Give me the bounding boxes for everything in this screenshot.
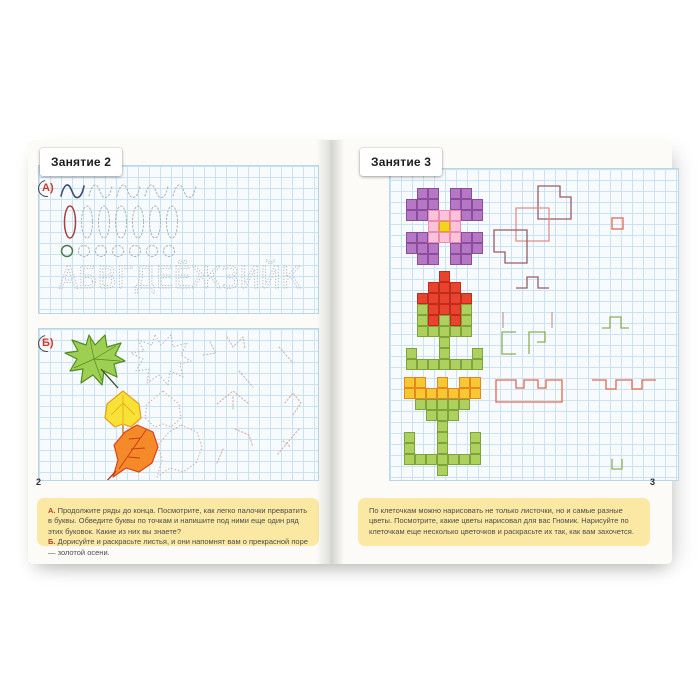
pixel-cell xyxy=(459,388,470,399)
pixel-cell xyxy=(450,199,461,210)
wave-stroke-row xyxy=(61,185,196,198)
rowan-leaf-start-icon xyxy=(277,429,299,455)
pixel-cell xyxy=(417,293,428,304)
green-bracket-template xyxy=(502,332,516,354)
pixel-cell xyxy=(461,188,472,199)
pixel-cell xyxy=(459,377,470,388)
pixel-cell xyxy=(437,421,448,432)
pixel-cell xyxy=(439,326,450,337)
pixel-cell xyxy=(428,210,439,221)
pixel-cell xyxy=(415,377,426,388)
maple-leaf-start-icon xyxy=(279,347,293,363)
instruction-flowers-text: По клеточкам можно нарисовать не только листочки, но и самые разные цветы. Посмотрите, какие цветы нарисовал для вас Гномик. Нарисуйте по клеточкам еще несколько цветочков и раскрасьте их так, как вам захочется. xyxy=(369,506,634,536)
pixel-cell xyxy=(437,454,448,465)
pixel-cell xyxy=(450,282,461,293)
linden-leaf-partial-icon xyxy=(217,391,249,411)
instruction-b xyxy=(48,537,308,558)
linden-leaf-start-icon xyxy=(285,393,301,415)
pixel-cell xyxy=(404,454,415,465)
pixel-cell xyxy=(428,282,439,293)
pixel-cell xyxy=(428,254,439,265)
task-b-marker: Б) xyxy=(42,337,54,349)
pixel-cell xyxy=(439,304,450,315)
pixel-cell xyxy=(470,454,481,465)
oval-stroke-row xyxy=(65,206,178,238)
linden-leaf-outline-icon xyxy=(145,391,181,427)
pixel-cell xyxy=(428,221,439,232)
pixel-cell xyxy=(450,326,461,337)
pixel-cell xyxy=(461,243,472,254)
pixel-cell xyxy=(450,188,461,199)
pixel-cell xyxy=(472,348,483,359)
pixel-cell xyxy=(472,243,483,254)
pixel-cell xyxy=(428,243,439,254)
pixel-cell xyxy=(448,399,459,410)
pixel-cell xyxy=(439,293,450,304)
pixel-cell xyxy=(461,326,472,337)
pixel-cell xyxy=(437,377,448,388)
pixel-cell xyxy=(426,410,437,421)
pixel-cell xyxy=(406,348,417,359)
pixel-cell xyxy=(406,359,417,370)
pixel-cell xyxy=(404,377,415,388)
pixel-cell xyxy=(428,199,439,210)
green-u-template xyxy=(612,459,622,469)
dotted-letters-row: АБВГДЕЁЖЗИЙК xyxy=(59,261,318,296)
instructions-left xyxy=(37,498,319,557)
pixel-cell xyxy=(417,232,428,243)
instruction-b-text: Дорисуйте и раскрасьте листья, и они напомнят вам о прекрасной поре — золотой осени. xyxy=(48,537,308,557)
pixel-cell xyxy=(461,315,472,326)
page-number-left: 2 xyxy=(36,477,42,487)
lesson-3-title: Занятие 3 xyxy=(371,155,432,169)
instruction-b-prefix: Б. xyxy=(48,537,56,547)
green-bracket-template xyxy=(529,332,545,354)
single-cell-square-template xyxy=(612,218,623,229)
pixel-cell xyxy=(406,199,417,210)
crown-outline-partial-template xyxy=(592,380,656,389)
pixel-cell xyxy=(426,454,437,465)
pixel-cell xyxy=(470,432,481,443)
pixel-cell xyxy=(450,232,461,243)
pixel-cell xyxy=(450,243,461,254)
pixel-cell xyxy=(439,271,450,282)
pixel-cell xyxy=(439,359,450,370)
pixel-cell xyxy=(417,210,428,221)
maple-leaf-icon xyxy=(65,335,125,388)
rowan-leaf-partial-icon xyxy=(217,429,253,463)
purple-flower-outline-template xyxy=(494,186,571,263)
instruction-a-text: Продолжите ряды до конца. Посмотрите, как легко палочки превратить в буквы. Обведите буквы по точкам и напишите под ними еще один ряд этих буковок. Какие из них вы знаете? xyxy=(48,506,308,536)
maple-leaf-partial-icon xyxy=(203,337,253,387)
pixel-cell xyxy=(417,315,428,326)
pixel-cell xyxy=(428,232,439,243)
instruction-a-prefix: А. xyxy=(48,506,56,515)
pixel-cell xyxy=(404,388,415,399)
pixel-cell xyxy=(417,254,428,265)
pixel-cell xyxy=(470,388,481,399)
pixel-cell xyxy=(426,388,437,399)
rowan-leaf-icon xyxy=(103,425,158,480)
pixel-cell xyxy=(437,465,448,476)
pixel-cell xyxy=(417,188,428,199)
pixel-cell xyxy=(448,410,459,421)
pixel-cell xyxy=(470,443,481,454)
pixel-cell xyxy=(459,399,470,410)
pixel-cell xyxy=(450,210,461,221)
lesson-2-tab xyxy=(40,148,122,176)
pixel-cell xyxy=(406,232,417,243)
pixel-cell xyxy=(439,348,450,359)
pixel-cell xyxy=(472,359,483,370)
pixel-cell xyxy=(417,243,428,254)
pixel-cell xyxy=(450,221,461,232)
pixel-cell xyxy=(439,315,450,326)
pixel-cell xyxy=(404,432,415,443)
pixel-cell xyxy=(428,359,439,370)
pixel-cell xyxy=(417,304,428,315)
pixel-cell xyxy=(428,188,439,199)
task-a-marker: А) xyxy=(42,182,54,194)
pixel-cell xyxy=(406,243,417,254)
pixel-cell xyxy=(437,432,448,443)
pixel-cell xyxy=(415,399,426,410)
pixel-cell xyxy=(415,454,426,465)
pixel-cell xyxy=(428,326,439,337)
crown-outline-template xyxy=(496,380,562,402)
pixel-cell xyxy=(428,293,439,304)
lesson-2-title: Занятие 2 xyxy=(51,155,112,169)
pixel-cell xyxy=(448,454,459,465)
pixel-cell xyxy=(406,210,417,221)
lesson-3-tab xyxy=(360,148,442,176)
pixel-cell xyxy=(472,210,483,221)
pixel-cell xyxy=(459,454,470,465)
pixel-cell xyxy=(437,399,448,410)
pixel-cell xyxy=(437,410,448,421)
pixel-cell xyxy=(439,221,450,232)
pixel-cell xyxy=(428,304,439,315)
pixel-cell xyxy=(439,337,450,348)
workbook-spread xyxy=(28,140,672,564)
page-number-right: 3 xyxy=(650,477,656,487)
pixel-cell xyxy=(461,254,472,265)
circle-stroke-row xyxy=(62,246,175,257)
red-flower-bump-template xyxy=(516,277,549,288)
pixel-cell xyxy=(428,315,439,326)
maple-leaf-outline-icon xyxy=(131,335,191,385)
pixel-cell xyxy=(417,199,428,210)
pixel-cell xyxy=(461,210,472,221)
pixel-cell xyxy=(404,443,415,454)
pixel-cell xyxy=(461,232,472,243)
pixel-cell xyxy=(461,293,472,304)
pixel-cell xyxy=(450,254,461,265)
pixel-cell xyxy=(417,359,428,370)
pixel-cell xyxy=(439,210,450,221)
leaf-drawings xyxy=(39,329,318,480)
pixel-cell xyxy=(439,232,450,243)
pixel-cell xyxy=(450,315,461,326)
pixel-cell xyxy=(472,199,483,210)
pixel-cell xyxy=(470,377,481,388)
pixel-cell xyxy=(450,304,461,315)
pixel-cell xyxy=(415,388,426,399)
pixel-cell xyxy=(439,282,450,293)
pixel-cell xyxy=(461,304,472,315)
pixel-cell xyxy=(437,443,448,454)
instruction-a xyxy=(48,506,308,537)
right-page xyxy=(330,140,672,564)
pixel-cell xyxy=(461,359,472,370)
pixel-cell xyxy=(450,359,461,370)
pixel-cell xyxy=(417,326,428,337)
rowan-leaf-outline-icon xyxy=(157,425,202,477)
pixel-cell xyxy=(461,199,472,210)
pixel-cell xyxy=(450,293,461,304)
instructions-right xyxy=(358,498,650,546)
pixel-cell xyxy=(437,388,448,399)
writing-practice-rows xyxy=(39,166,318,313)
green-bump-template xyxy=(602,317,629,328)
pixel-cell xyxy=(448,388,459,399)
pixel-cell xyxy=(472,232,483,243)
leaves-grid xyxy=(38,328,319,481)
pixel-cell xyxy=(426,399,437,410)
left-page xyxy=(28,140,327,564)
writing-practice-grid xyxy=(38,165,319,314)
flowers-grid xyxy=(389,168,679,481)
